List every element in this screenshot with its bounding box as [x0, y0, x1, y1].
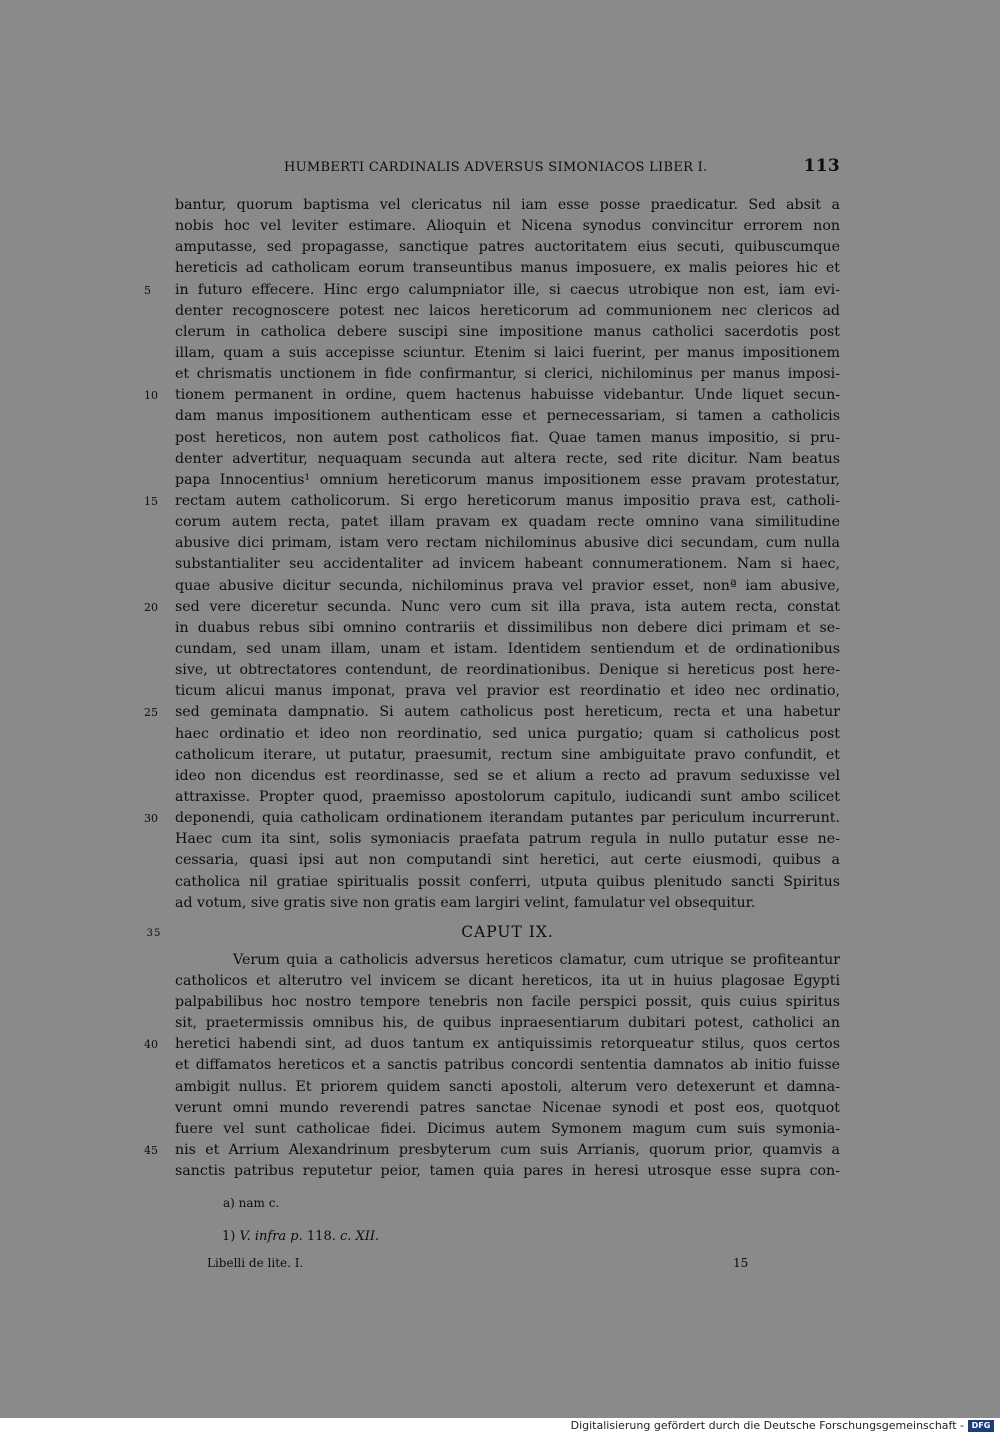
text-line [175, 237, 840, 258]
line-text: clerum in catholica debere suscipi sine impositione manus catholici sacerdotis post [175, 323, 840, 340]
text-line [144, 1034, 840, 1055]
dfg-footer [0, 1418, 1000, 1434]
text-line [175, 992, 840, 1013]
line-text: ambigit nullus. Et priorem quidem sancti apostoli, alterum vero detexerunt et damna- [175, 1078, 840, 1095]
dfg-logo-icon: DFG [968, 1420, 994, 1432]
line-text: substantialiter seu accidentaliter ad invicem habeant connumerationem. Nam si haec, [175, 556, 840, 573]
line-text: heretici habendi sint, ad duos tantum ex antiquissimis retorqueatur stilus, quos certos [175, 1036, 840, 1053]
text-line [175, 639, 840, 660]
line-text: cundam, sed unam illam, unam et istam. Identidem sentiendum et de ordinationibus [175, 640, 840, 657]
line-text: denter recognoscere potest nec laicos hereticorum ad communionem nec clericos ad [175, 302, 840, 319]
line-text: nis et Arrium Alexandrinum presbyterum cum suis Arrianis, quorum prior, quamvis a [175, 1142, 840, 1159]
text-line [144, 702, 840, 723]
text-line [144, 1140, 840, 1161]
line-text: catholicos et alterutro vel invicem se dicant hereticos, ita ut in huius plagosae Egypti [175, 972, 840, 989]
line-text: amputasse, sed propagasse, sanctique patres auctoritatem eius secuti, quibuscumque [175, 239, 840, 256]
dfg-footer-text: Digitalisierung gefördert durch die Deutsche Forschungsgemeinschaft - [570, 1419, 964, 1432]
text-line [175, 449, 840, 470]
text-line [175, 554, 840, 575]
text-line [175, 618, 840, 639]
text-line [175, 216, 840, 237]
line-text: post hereticos, non autem post catholicos fiat. Quae tamen manus impositio, si pru- [175, 429, 840, 446]
line-text: verunt omni mundo reverendi patres sanctae Nicenae synodi et post eos, quotquot [175, 1099, 840, 1116]
text-line [144, 280, 840, 301]
footnote-1-ref-a: V. infra p. [239, 1229, 303, 1244]
footnote-1-page: 118. [302, 1229, 340, 1244]
text-line [175, 301, 840, 322]
text-line [175, 893, 840, 914]
line-text: ticum alicui manus imponat, prava vel pravior est reordinatio et ideo nec ordinatio, [175, 683, 840, 700]
text-line [175, 195, 840, 216]
line-text: ad votum, sive gratis sive non gratis eam largiri velint, famulatur vel obsequitur. [175, 894, 756, 911]
line-text: sive, ut obtrectatores contendunt, de reordinationibus. Denique si hereticus post here- [175, 662, 840, 679]
line-number: 20 [144, 600, 158, 614]
line-text: palpabilibus hoc nostro tempore tenebris non facile perspici possit, quis cuius spiritus [175, 994, 840, 1011]
line-text: denter advertitur, nequaquam secunda aut altera recte, sed rite dicitur. Nam beatus [175, 450, 840, 467]
line-text: et diffamatos hereticos et a sanctis patribus concordi sententia damnatos ab initio fuisse [175, 1057, 840, 1074]
text-line [144, 597, 840, 618]
line-text: in duabus rebus sibi omnino contrariis et dissimilibus non debere dici primam et se- [175, 619, 840, 636]
text-line [175, 971, 840, 992]
text-line [144, 808, 840, 829]
text-line [175, 1013, 840, 1034]
line-number: 25 [144, 706, 158, 720]
line-text: in futuro effecere. Hinc ergo calumpniator ille, si caecus utrobique non est, iam evi- [175, 281, 840, 298]
text-line [175, 724, 840, 745]
text-line [175, 660, 840, 681]
text-line [175, 512, 840, 533]
chapter-heading [146, 914, 840, 950]
line-number: 35 [146, 927, 162, 939]
line-text: catholica nil gratiae spiritualis possit conferri, utputa quibus plenitudo sancti Spiritus [175, 873, 840, 890]
text-line [175, 343, 840, 364]
line-text: sanctis patribus reputetur peior, tamen quia pares in heresi utrosque esse supra con- [175, 1163, 840, 1180]
line-text: abusive dici primam, istam vero rectam nichilominus abusive dici secundam, cum nulla [175, 535, 840, 552]
line-text: sed geminata dampnatio. Si autem catholicus post hereticum, recta et una habetur [175, 704, 840, 721]
text-line [175, 1098, 840, 1119]
line-text: papa Innocentius¹ omnium hereticorum manus impositionem esse pravam protestatur, [175, 471, 840, 488]
line-text: catholicum iterare, ut putatur, praesumit, rectum sine ambiguitate pravo confundit, et [175, 746, 840, 763]
line-text: illam, quam a suis accepisse sciuntur. Etenim si laici fuerint, per manus impositionem [175, 344, 840, 361]
line-text: rectam autem catholicorum. Si ergo hereticorum manus impositio prava est, catholi- [175, 492, 840, 509]
text-line [175, 829, 840, 850]
text-line [175, 766, 840, 787]
line-text: fuere vel sunt catholicae fidei. Dicimus autem Symonem magum cum suis symonia- [175, 1120, 840, 1137]
line-text: nobis hoc vel leviter estimare. Alioquin et Nicena synodus convincitur errorem non [175, 218, 840, 235]
line-text: bantur, quorum baptisma vel clericatus nil iam esse posse praedicatur. Sed absit a [175, 197, 840, 213]
text-line [175, 787, 840, 808]
body-text [144, 195, 840, 1182]
line-text: cessaria, quasi ipsi aut non computandi sint heretici, aut certe eiusmodi, quibus a [175, 852, 840, 869]
line-number: 40 [144, 1038, 158, 1052]
footnote-a: a) nam c. [223, 1196, 280, 1210]
text-line [175, 364, 840, 385]
text-line [175, 850, 840, 871]
text-line [175, 470, 840, 491]
line-text: sit, praetermissis omnibus his, de quibus inpraesentiarum dubitari potest, catholici an [175, 1015, 840, 1032]
line-number: 10 [144, 389, 158, 403]
line-text: quae abusive dicitur secunda, nichilominus prava vel pravior esset, nonª iam abusive, [175, 577, 840, 594]
text-line [175, 1119, 840, 1140]
text-line [175, 428, 840, 449]
text-line [175, 681, 840, 702]
signature-number: 15 [733, 1256, 749, 1270]
text-line [144, 385, 840, 406]
line-text: dam manus impositionem authenticam esse et pernecessariam, si tamen a catholicis [175, 408, 840, 425]
text-line [175, 533, 840, 554]
text-line [175, 950, 840, 971]
line-text: Verum quia a catholicis adversus hereticos clamatur, cum utrique se profiteantur [233, 951, 840, 968]
line-text: hereticis ad catholicam eorum transeuntibus manus imposuere, ex malis peiores hic et [175, 260, 840, 277]
line-number: 30 [144, 812, 158, 826]
footnote-1-marker: 1) [222, 1229, 240, 1244]
text-line [175, 322, 840, 343]
signature-line: Libelli de lite. I. [207, 1256, 304, 1270]
text-line [175, 1161, 840, 1182]
running-header [284, 158, 840, 178]
chapter-title: CAPUT IX. [461, 922, 554, 941]
page-number: 113 [803, 156, 840, 176]
footnote-1-ref-b: c. XII. [339, 1229, 380, 1244]
text-line [175, 1055, 840, 1076]
line-text: sed vere diceretur secunda. Nunc vero cum sit illa prava, ista autem recta, constat [175, 598, 840, 615]
line-text: Haec cum ita sint, solis symoniacis praefata patrum regula in nullo putatur esse ne- [175, 831, 840, 848]
line-text: corum autem recta, patet illam pravam ex quadam recte omnino vana similitudine [175, 514, 840, 531]
line-text: et chrismatis unctionem in fide confirmantur, si clerici, nichilominus per manus imposi- [175, 366, 840, 383]
text-line [175, 872, 840, 893]
line-number: 15 [144, 494, 158, 508]
line-text: ideo non dicendus est reordinasse, sed se et alium a recto ad pravum seduxisse vel [175, 767, 840, 784]
text-line [175, 745, 840, 766]
text-line [175, 258, 840, 279]
header-title: HUMBERTI CARDINALIS ADVERSUS SIMONIACOS LIBER I. [284, 160, 708, 175]
footnote-1 [222, 1229, 379, 1244]
line-number: 45 [144, 1144, 158, 1158]
line-text: tionem permanent in ordine, quem hactenus habuisse videbantur. Unde liquet secun- [175, 387, 840, 404]
line-text: attraxisse. Propter quod, praemisso apostolorum capitulo, iudicandi sunt ambo scilicet [175, 788, 840, 805]
line-text: haec ordinatio et ideo non reordinatio, sed unica purgatio; quam si catholicus post [175, 725, 840, 742]
text-line [175, 576, 840, 597]
line-number: 5 [144, 283, 151, 297]
line-text: deponendi, quia catholicam ordinationem iterandam putantes par periculum incurrerunt. [175, 810, 840, 827]
text-line [175, 1077, 840, 1098]
text-line [175, 406, 840, 427]
text-line [144, 491, 840, 512]
